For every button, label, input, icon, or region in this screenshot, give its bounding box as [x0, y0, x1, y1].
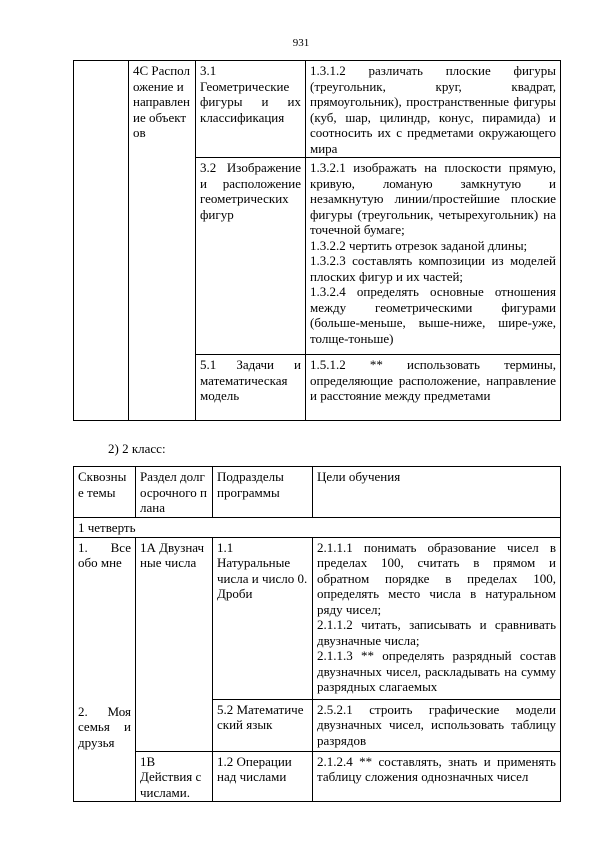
goals-cell — [306, 61, 561, 158]
goals-cell — [313, 751, 561, 802]
subsection-text: 3.1 Геометрические фигуры и их классификация — [200, 63, 301, 125]
goal-text: 2.1.1.1 понимать образование чисел в пределах 100, считать в прямом и обратном порядке в пределах 100, определять место числа в натуральном ряду чисел; — [317, 539, 556, 617]
subsection-text: 5.2 Математический язык — [217, 701, 304, 732]
subsection-cell — [213, 751, 313, 802]
cross-cutting-theme-cell — [74, 537, 136, 802]
subsection-text: 3.2 Изображение и расположение геометрических фигур — [200, 160, 301, 222]
goal-text: 2.1.1.2 читать, записывать и сравнивать двузначные числа; — [317, 617, 556, 648]
goal-text: 1.5.1.2 ** использовать термины, определяющие расположение, направление и расстояние между предметами — [310, 357, 556, 403]
section-text: 1В Действия с числами. — [140, 753, 202, 800]
header-learning-goals: Цели обучения — [313, 467, 561, 518]
subsection-text: 5.1 Задачи и математическая модель — [200, 357, 301, 403]
grade-2-heading: 2) 2 класс: — [108, 441, 166, 456]
table-row — [74, 751, 561, 802]
long-term-section-cell — [129, 61, 196, 421]
cross-cutting-theme-cell — [74, 61, 129, 421]
table-header-row — [74, 467, 561, 518]
theme-2: 2. Моя семья и друзья — [78, 703, 131, 750]
header-long-term-section: Раздел долгосрочного плана — [136, 467, 213, 518]
goal-text: 1.3.2.2 чертить отрезок заданой длины; — [310, 237, 528, 253]
subsection-cell — [196, 355, 306, 421]
subsection-cell — [196, 158, 306, 355]
goals-cell — [306, 355, 561, 421]
goal-text: 1.3.2.1 изображать на плоскости прямую, кривую, ломаную замкнутую и незамкнутую линии/простейшие плоские фигуры (треугольник, четырехугольник) на точечной бумаге; — [310, 160, 556, 237]
goal-text: 1.3.1.2 различать плоские фигуры (треугольник, круг, квадрат, прямоугольник), пространственные фигуры (куб, шар, цилиндр, конус, пирамида) и соотносить их с предметами окружающего мира — [310, 63, 556, 156]
goal-text: 2.1.1.3 ** определять разрядный состав двузначных чисел, раскладывать на сумму разрядных слагаемых — [317, 648, 556, 694]
goal-text: 2.1.2.4 ** составлять, знать и применять таблицу сложения однозначных чисел — [317, 753, 556, 784]
page-number: 931 — [292, 37, 310, 49]
goal-text: 2.5.2.1 строить графические модели двузначных чисел, использовать таблицу разрядов — [317, 701, 556, 748]
table-row — [74, 537, 561, 699]
subsection-cell — [213, 699, 313, 751]
section-text: 1А Двузначные числа — [140, 539, 205, 570]
theme-1: 1. Все обо мне — [78, 539, 131, 570]
grade-1-table — [73, 60, 561, 421]
goals-cell — [313, 537, 561, 699]
subsection-text: 1.1 Натуральные числа и число 0. Дроби — [217, 539, 308, 601]
goals-cell — [313, 699, 561, 751]
table-row — [74, 61, 561, 158]
subsection-text: 1.2 Операции над числами — [217, 753, 292, 784]
subsection-cell — [196, 61, 306, 158]
quarter-row — [74, 518, 561, 538]
quarter-label: 1 четверть — [74, 518, 561, 538]
long-term-section-cell — [136, 537, 213, 751]
section-text: 4С Расположение и направление объектов — [133, 63, 190, 140]
header-cross-cutting-themes: Сквозные темы — [74, 467, 136, 518]
goal-text: 1.3.2.4 определять основные отношения между геометрическими фигурами (больше-меньше, выше-ниже, шире-уже, толще-тоньше) — [310, 284, 556, 346]
subsection-cell — [213, 537, 313, 699]
header-program-subsections: Подразделы программы — [213, 467, 313, 518]
grade-2-table — [73, 466, 561, 802]
goal-text: 1.3.2.3 составлять композиции из моделей плоских фигур и их частей; — [310, 253, 556, 284]
goals-cell — [306, 158, 561, 355]
long-term-section-cell — [136, 751, 213, 802]
